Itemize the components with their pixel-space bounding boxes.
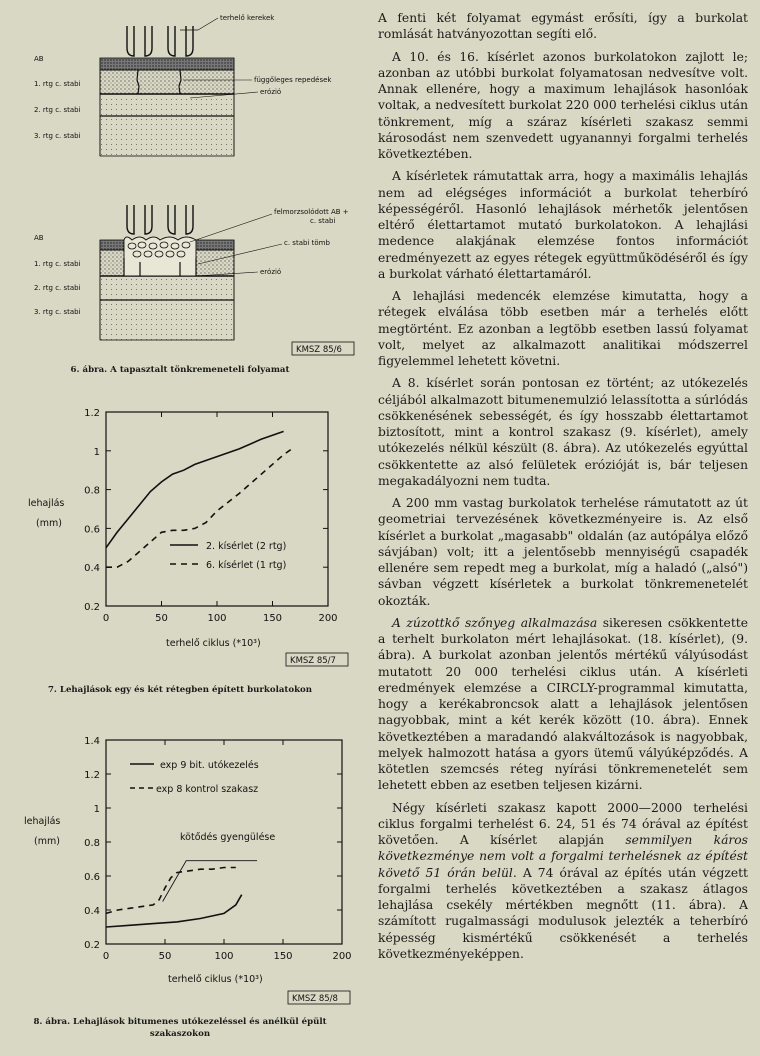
y-axis-unit: (mm) bbox=[34, 836, 60, 847]
x-tick-label: 50 bbox=[155, 613, 168, 624]
y-tick-label: 1.2 bbox=[84, 408, 100, 419]
x-tick-label: 50 bbox=[158, 951, 172, 962]
label-ab: AB bbox=[34, 55, 44, 63]
figure-6-caption: 6. ábra. A tapasztalt tönkremeneteli folyamat bbox=[70, 365, 290, 375]
figure-7-caption: 7. Lehajlások egy és két rétegben épített burkolatokon bbox=[47, 685, 313, 695]
y-tick-label: 1 bbox=[93, 446, 100, 458]
figure-6-code: KMSZ 85/6 bbox=[296, 345, 342, 355]
pavement-diagram-top bbox=[100, 18, 258, 156]
legend-label-2: exp 8 kontrol szakasz bbox=[156, 784, 259, 795]
series-line-1 bbox=[106, 895, 242, 927]
figure-8-code: KMSZ 85/8 bbox=[292, 994, 338, 1004]
y-tick-label: 1.2 bbox=[84, 770, 100, 781]
x-tick-label: 150 bbox=[273, 951, 293, 962]
label-layer-2-bottom: 2. rtg c. stabi bbox=[34, 284, 81, 292]
x-tick-label: 100 bbox=[214, 951, 234, 962]
series-line-2 bbox=[106, 868, 236, 914]
label-layer-1-bottom: 1. rtg c. stabi bbox=[34, 260, 81, 268]
figure-7 bbox=[20, 398, 360, 670]
paragraph-8 bbox=[378, 800, 748, 963]
y-tick-label: 0.2 bbox=[84, 602, 100, 613]
y-tick-label: 0.8 bbox=[84, 838, 100, 849]
paragraph-5: A 8. kísérlet során pontosan ez történt; az utókezelés céljából alkalmazott bitumenemulzió lelassította a súrlódás csökkenésének sebességét, és így hosszabb élettartamot biztosított, mint a kontrol szakasz (9. kísérlet), amely utókezelés nélkül készült (8. ábra). Az utókezelés egyúttal csökkentette az alsó felületek erózióját is, bár teljesen megakadályozni nem tudta. bbox=[378, 376, 748, 488]
y-axis-unit: (mm) bbox=[36, 518, 62, 529]
label-cracks: függőleges repedések bbox=[254, 76, 332, 84]
legend-label-1: exp 9 bit. utókezelés bbox=[160, 760, 259, 771]
label-layer-3-bottom: 3. rtg c. stabi bbox=[34, 308, 81, 316]
label-layer-3: 3. rtg c. stabi bbox=[34, 132, 81, 140]
label-crushed-ab-2: c. stabi bbox=[310, 217, 336, 225]
legend-label-2: 6. kísérlet (1 rtg) bbox=[206, 560, 287, 571]
y-tick-label: 0.2 bbox=[84, 940, 100, 951]
paragraph-4: A lehajlási medencék elemzése kimutatta, hogy a rétegek elválása több esetben már a terhelés előtt megtörtént. Ez azonban a legtöbb esetben lassú folyamat volt, melyet az alkalmazott analitikai módszerrel figyelemmel lehetett követni. bbox=[378, 289, 748, 368]
annotation-leader bbox=[163, 861, 257, 902]
paragraph-2: A 10. és 16. kísérlet azonos burkolatokon zajlott le; azonban az utóbbi burkolat folyamatosan nedvesítve volt. Annak ellenére, hogy a maximum lehajlások hasonlóak voltak, a nedvesített burkolat 220 000 terhelési ciklus után tönkrement, míg a száraz kísérleti szakasz semmi károsodást nem szenvedett ugyanannyi forgalmi terhelés következtében. bbox=[378, 49, 748, 161]
label-ab-bottom: AB bbox=[34, 234, 44, 242]
y-axis-label: lehajlás bbox=[24, 816, 61, 827]
x-tick-label: 200 bbox=[332, 951, 352, 962]
y-tick-label: 0.6 bbox=[84, 872, 100, 883]
paragraph-8-emphasis: semmilyen káros következménye nem volt a forgalmi terhelésnek az építést követő 51 órán belül. bbox=[378, 833, 748, 880]
y-tick-label: 0.6 bbox=[84, 524, 100, 536]
paragraph-6: A 200 mm vastag burkolatok terhelése rámutatott az út geometriai tervezésének következményeire is. Az első kísérlet a burkolat „magasabb" oldalán (az autópálya előző sávjában) volt; itt a jelentősebb mennyiségű csapadék ellenére sem repedt meg a burkolat, míg a haladó („alsó") sávban végzett kísérletek a burkolat tönkremenetelét okozták. bbox=[378, 496, 748, 608]
y-tick-label: 1 bbox=[93, 804, 100, 815]
y-tick-label: 0.4 bbox=[84, 906, 100, 917]
figure-8 bbox=[20, 728, 360, 1008]
x-tick-label: 150 bbox=[262, 613, 283, 624]
label-block: c. stabi tömb bbox=[284, 239, 330, 247]
figure-6 bbox=[20, 8, 360, 358]
label-crushed-ab: felmorzsolódott AB + bbox=[274, 208, 349, 216]
body-text-column bbox=[378, 10, 748, 968]
series-line-1 bbox=[106, 431, 284, 547]
x-axis-label: terhelő ciklus (*10³) bbox=[166, 638, 261, 649]
pavement-diagram-bottom bbox=[100, 205, 282, 340]
label-erosion-bottom: erózió bbox=[260, 268, 282, 276]
figure-8-caption bbox=[0, 1016, 360, 1040]
paragraph-7-body: sikeresen csökkentette a terhelt burkolaton mért lehajlásokat. (18. kísérlet), (9. ábra). A burkolat azonban jelentős mértékű vályúsodást mutatott 20 000 terhelési ciklus után. A kísérleti eredmények elemzése a CIRCLY-programmal kimutatta, hogy a kerékabroncsok alatt a lehajlások jelentősen nagyobbak, mint a két kerék között (10. ábra). Ennek következtében a maradandó alakváltozások is nagyobbak, melyek halmozott hatása a gyors ütemű vályúképződés. A kötetlen szemcsés réteg nyírási tönkremenetelét sem lehetett ebben az esetben teljesen kizárni. bbox=[378, 615, 748, 793]
figure-6-drawing bbox=[20, 8, 360, 358]
figure-7-code: KMSZ 85/7 bbox=[290, 656, 336, 666]
figure-8-caption-line-1: 8. ábra. Lehajlások bitumenes utókezeléssel és anélkül épült bbox=[33, 1017, 327, 1027]
y-tick-label: 1.4 bbox=[84, 736, 100, 747]
y-tick-label: 0.8 bbox=[84, 485, 100, 497]
label-layer-1: 1. rtg c. stabi bbox=[34, 80, 81, 88]
paragraph-7-emphasis: A zúzottkő szőnyeg alkalmazása bbox=[392, 615, 598, 630]
y-axis-label: lehajlás bbox=[28, 498, 65, 509]
x-tick-label: 100 bbox=[207, 613, 227, 624]
figure-8-chart bbox=[20, 728, 360, 1008]
annotation-label: kötődés gyengülése bbox=[180, 832, 276, 843]
paragraph-7 bbox=[378, 615, 748, 794]
x-tick-label: 200 bbox=[318, 613, 338, 624]
x-tick-label: 0 bbox=[102, 951, 110, 962]
x-tick-label: 0 bbox=[102, 613, 110, 624]
paragraph-1: A fenti két folyamat egymást erősíti, így a burkolat romlását hatványozottan segíti elő. bbox=[378, 11, 748, 42]
paragraph-8-body-a: Négy kísérleti szakasz kapott 2000—2000 terhelési ciklus forgalmi terhelést 6. 24, 51 és 74 órával az építést követően. A kísérlet alapján bbox=[378, 800, 748, 847]
legend-label-1: 2. kísérlet (2 rtg) bbox=[206, 541, 287, 552]
plot-frame bbox=[106, 412, 328, 606]
paragraph-8-body-b: A 74 órával az építés után végzett forgalmi terhelés következtében a szakasz átlagos lehajlása csekély mértékben megnőtt (11. ábra). A számított rugalmassági modulusok jelezték a teherbíró képesség kismértékű csökkenését a terhelés következményeképpen. bbox=[378, 865, 748, 961]
label-erosion-top: erózió bbox=[260, 88, 282, 96]
y-tick-label: 0.4 bbox=[84, 563, 100, 575]
label-layer-2: 2. rtg c. stabi bbox=[34, 106, 81, 114]
figure-8-caption-line-2: szakaszokon bbox=[149, 1029, 211, 1039]
paragraph-3: A kísérletek rámutattak arra, hogy a maximális lehajlás nem ad elégséges információt a burkolat teherbíró képességéről. Hasonló lehajlások mérhetők jelentősen eltérő élettartamot mutató burkolatokon. A lehajlási medence alakjának elemzése fontos információt eredményezett az egyes rétegek együttműködéséről és így a burkolat várható élettartamáról. bbox=[378, 169, 748, 281]
label-wheels: terhelő kerekek bbox=[220, 14, 275, 22]
figure-7-chart bbox=[20, 398, 360, 670]
x-axis-label: terhelő ciklus (*10³) bbox=[168, 974, 263, 985]
